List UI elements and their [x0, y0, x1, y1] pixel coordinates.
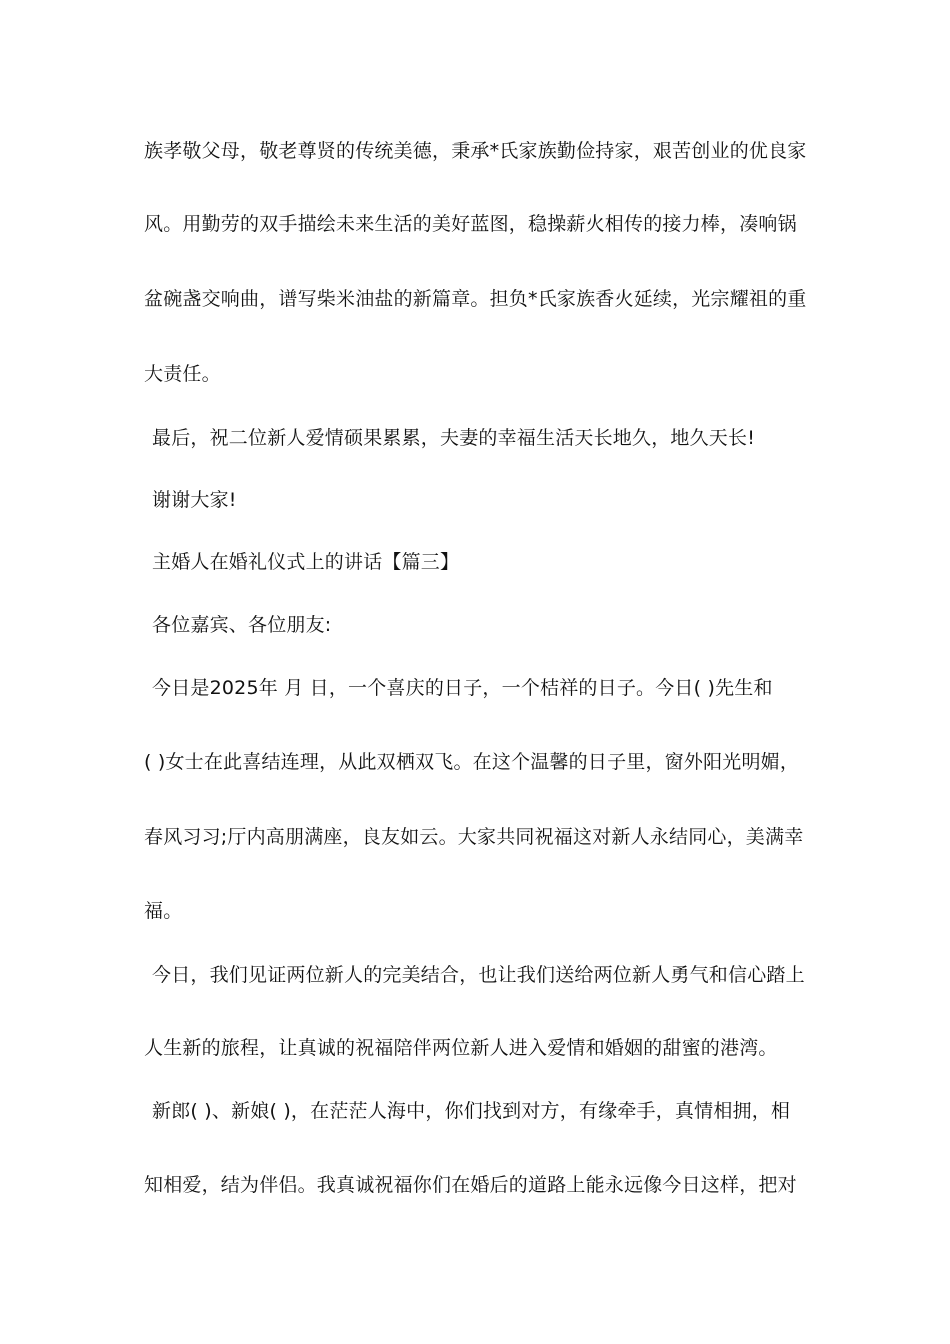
paragraph-line: 福。 — [144, 900, 183, 922]
salutation: 各位嘉宾、各位朋友: — [152, 614, 332, 636]
paragraph-line: 今日是2025年 月 日，一个喜庆的日子，一个桔祥的日子。今日( )先生和 — [152, 677, 773, 699]
paragraph-line: 大责任。 — [144, 363, 221, 385]
paragraph-line: ( )女士在此喜结连理，从此双栖双飞。在这个温馨的日子里，窗外阳光明媚， — [144, 751, 800, 773]
paragraph-line: 新郎( )、新娘( )，在茫茫人海中，你们找到对方，有缘牵手，真情相拥，相 — [152, 1100, 791, 1122]
paragraph-line: 知相爱，结为伴侣。我真诚祝福你们在婚后的道路上能永远像今日这样，把对 — [144, 1174, 797, 1196]
paragraph-line: 春风习习;厅内高朋满座，良友如云。大家共同祝福这对新人永结同心，美满幸 — [144, 826, 804, 848]
paragraph-line: 族孝敬父母，敬老尊贤的传统美德，秉承*氏家族勤俭持家，艰苦创业的优良家 — [144, 140, 807, 162]
paragraph-line: 风。用勤劳的双手描绘未来生活的美好蓝图，稳操薪火相传的接力棒，凑响锅 — [144, 213, 797, 235]
paragraph-line: 最后，祝二位新人爱情硕果累累，夫妻的幸福生活天长地久，地久天长! — [152, 427, 756, 449]
paragraph-line: 人生新的旅程，让真诚的祝福陪伴两位新人进入爱情和婚姻的甜蜜的港湾。 — [144, 1037, 778, 1059]
section-heading: 主婚人在婚礼仪式上的讲话【篇三】 — [152, 551, 460, 573]
paragraph-line: 谢谢大家! — [152, 489, 237, 511]
paragraph-line: 今日，我们见证两位新人的完美结合，也让我们送给两位新人勇气和信心踏上 — [152, 964, 805, 986]
paragraph-line: 盆碗盏交响曲，谱写柴米油盐的新篇章。担负*氏家族香火延续，光宗耀祖的重 — [144, 288, 807, 310]
